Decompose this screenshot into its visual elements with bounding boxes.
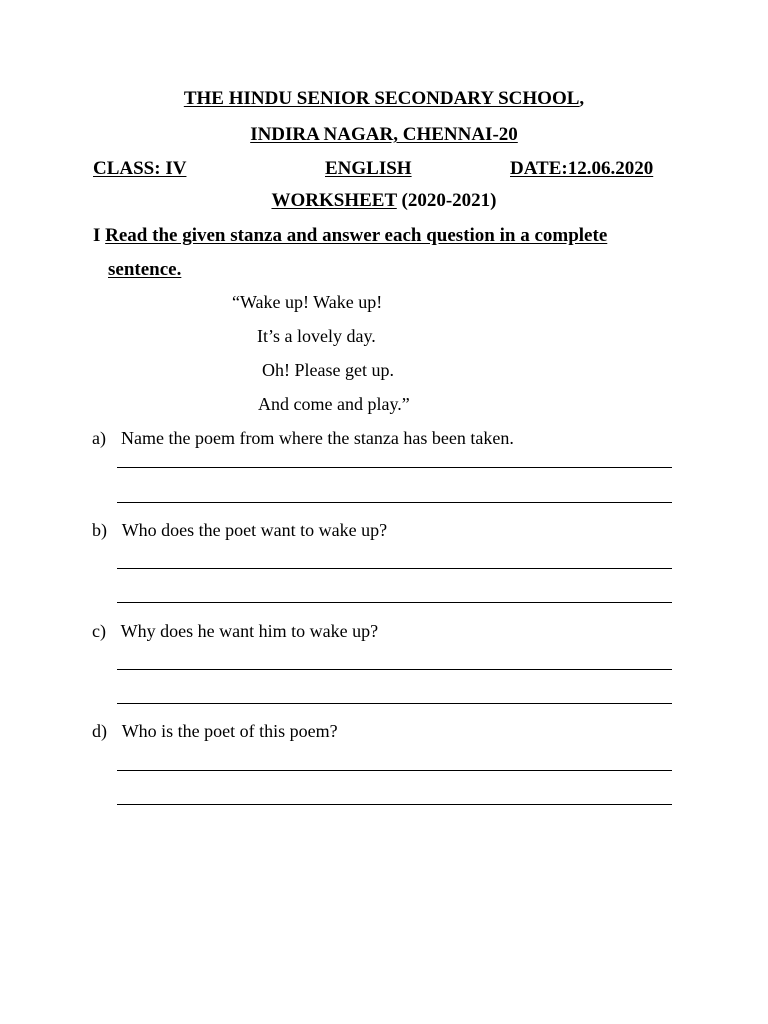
date-label: DATE:12.06.2020 (510, 158, 654, 179)
school-name: THE HINDU SENIOR SECONDARY SCHOOL (183, 88, 580, 109)
instruction-line-1: Read the given stanza and answer each question in a complete (105, 225, 608, 246)
question-text: Who is the poet of this poem? (121, 721, 338, 741)
worksheet-title (0, 190, 768, 212)
worksheet-year: (2020-2021) (401, 190, 497, 211)
school-address: INDIRA NAGAR, CHENNAI-20 (250, 124, 518, 145)
question-d (92, 721, 338, 742)
school-name-comma: , (579, 88, 585, 109)
question-label: a) (92, 428, 106, 448)
question-text: Why does he want him to wake up? (120, 621, 379, 641)
question-c (92, 621, 378, 642)
question-a (92, 428, 514, 449)
class-label: CLASS: IV (93, 158, 187, 179)
question-label: b) (92, 520, 107, 540)
stanza-line-1: “Wake up! Wake up! (232, 292, 383, 312)
worksheet-label: WORKSHEET (271, 190, 397, 211)
question-text: Who does the poet want to wake up? (121, 520, 388, 540)
question-text: Name the poem from where the stanza has been taken. (120, 428, 514, 448)
instruction-line-2: sentence. (108, 259, 182, 280)
answer-line-a-2[interactable] (117, 502, 672, 503)
answer-line-d-2[interactable] (117, 804, 672, 805)
subject-label: ENGLISH (325, 158, 412, 179)
stanza-line-2: It’s a lovely day. (257, 326, 376, 346)
section-number: I (93, 225, 101, 246)
answer-line-a-1[interactable] (117, 467, 672, 468)
school-name-line (0, 88, 768, 110)
answer-line-b-2[interactable] (117, 602, 672, 603)
question-label: d) (92, 721, 107, 741)
question-label: c) (92, 621, 106, 641)
answer-line-d-1[interactable] (117, 770, 672, 771)
answer-line-c-2[interactable] (117, 703, 672, 704)
section-instruction (93, 225, 607, 247)
stanza-line-3: Oh! Please get up. (262, 360, 394, 380)
question-b (92, 520, 387, 541)
stanza-line-4: And come and play.” (258, 394, 410, 414)
answer-line-c-1[interactable] (117, 669, 672, 670)
answer-line-b-1[interactable] (117, 568, 672, 569)
